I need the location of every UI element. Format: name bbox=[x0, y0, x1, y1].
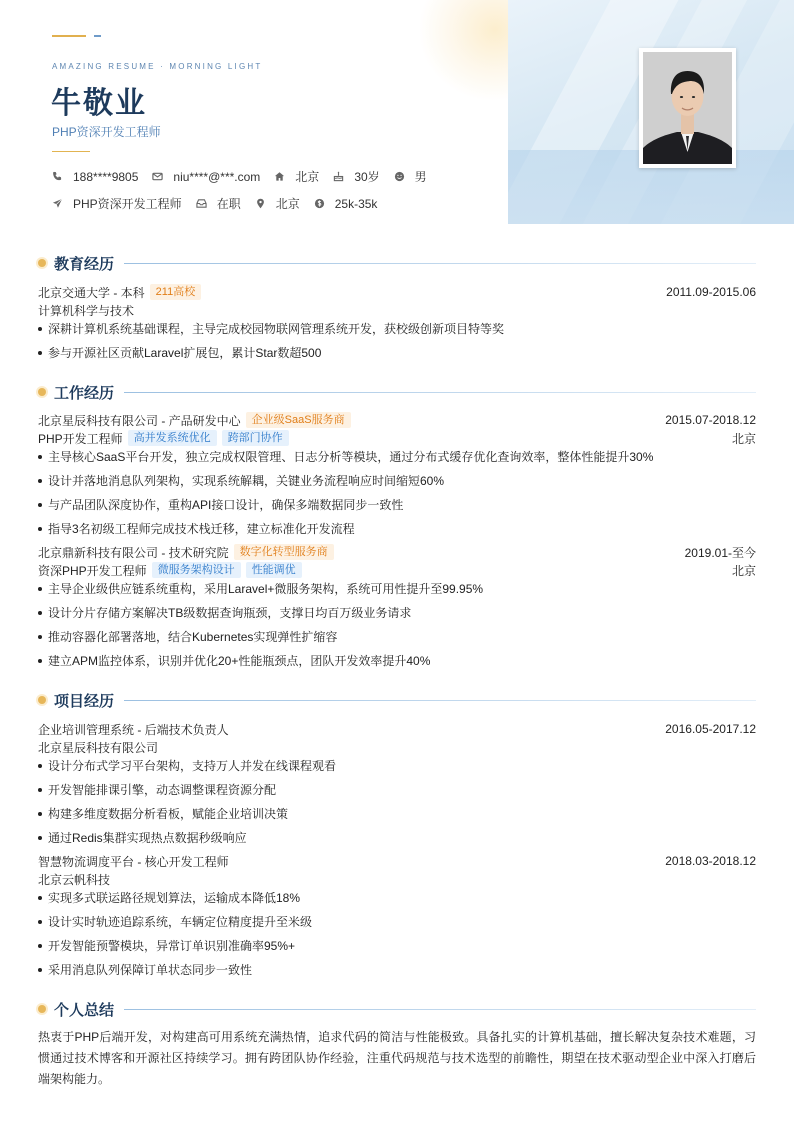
project-entry-header bbox=[38, 720, 756, 738]
info-age bbox=[333, 168, 379, 185]
info-email bbox=[152, 170, 260, 184]
project-name: 智慧物流调度平台 - 核心开发工程师 bbox=[38, 854, 229, 869]
section-divider bbox=[124, 263, 756, 264]
money-icon bbox=[314, 198, 325, 209]
project-company-row bbox=[38, 870, 756, 888]
list-item: 指导3名初级工程师完成技术栈迁移，建立标准化开发流程 bbox=[38, 520, 756, 537]
skill-tag: 跨部门协作 bbox=[222, 430, 289, 446]
company-tag: 企业级SaaS服务商 bbox=[246, 412, 351, 428]
salary-text: 25k-35k bbox=[334, 196, 378, 211]
project-entry-header bbox=[38, 852, 756, 870]
accent-line-blue bbox=[94, 35, 101, 37]
list-item: 设计实时轨迹追踪系统，车辆定位精度提升至米级 bbox=[38, 913, 756, 930]
education-major-row bbox=[38, 301, 756, 319]
company-name: 北京鼎新科技有限公司 - 技术研究院 bbox=[38, 545, 229, 560]
candidate-title: PHP资深开发工程师 bbox=[52, 125, 161, 139]
job-city: 北京 bbox=[731, 563, 756, 578]
person-silhouette-icon bbox=[643, 52, 732, 164]
job-intent-row bbox=[52, 195, 391, 212]
list-item: 主导核心SaaS平台开发，独立完成权限管理、日志分析等模块，通过分布式缓存优化查询效率，整体性能提升30% bbox=[38, 448, 756, 465]
job-entry-header bbox=[38, 411, 756, 429]
education-entry-header bbox=[38, 283, 756, 301]
info-status bbox=[196, 195, 241, 212]
list-item: 设计分片存储方案解决TB级数据查询瓶颈，支撑日均百万级业务请求 bbox=[38, 604, 756, 621]
list-item: 与产品团队深度协作，重构API接口设计，确保多端数据同步一致性 bbox=[38, 496, 756, 513]
info-residence bbox=[274, 168, 319, 185]
email-text: niu****@***.com bbox=[173, 169, 261, 184]
list-item: 参与开源社区贡献Laravel扩展包，累计Star数超500 bbox=[38, 344, 756, 361]
list-item: 构建多维度数据分析看板，赋能企业培训决策 bbox=[38, 805, 756, 822]
location-icon bbox=[255, 198, 266, 209]
company-tag: 数字化转型服务商 bbox=[234, 544, 334, 560]
info-phone bbox=[52, 170, 138, 184]
job-period: 2015.07-2018.12 bbox=[665, 413, 756, 427]
major-name: 计算机科学与技术 bbox=[38, 303, 135, 318]
info-target-role bbox=[52, 195, 182, 212]
profile-photo-frame bbox=[639, 48, 736, 168]
inbox-icon bbox=[196, 198, 207, 209]
company-name: 北京星辰科技有限公司 - 产品研发中心 bbox=[38, 413, 241, 428]
skill-tag: 高并发系统优化 bbox=[128, 430, 217, 446]
project-name: 企业培训管理系统 - 后端技术负责人 bbox=[38, 722, 229, 737]
title-divider bbox=[52, 151, 90, 152]
section-bullet-dot bbox=[38, 1005, 46, 1013]
education-period: 2011.09-2015.06 bbox=[666, 285, 756, 299]
residence-text: 北京 bbox=[295, 170, 320, 184]
list-item: 主导企业级供应链系统重构，采用Laravel+微服务架构，系统可用性提升至99.95% bbox=[38, 580, 756, 597]
job-city: 北京 bbox=[731, 431, 756, 446]
info-salary bbox=[314, 197, 378, 211]
section-divider bbox=[124, 700, 756, 701]
section-education-header bbox=[38, 253, 756, 273]
list-item: 深耕计算机系统基础课程，主导完成校园物联网管理系统开发，获校级创新项目特等奖 bbox=[38, 320, 756, 337]
age-text: 30岁 bbox=[354, 170, 380, 184]
section-summary-header bbox=[38, 999, 756, 1019]
list-item: 开发智能预警模块，异常订单识别准确率95%+ bbox=[38, 937, 756, 954]
phone-icon bbox=[52, 171, 63, 182]
summary-text: 热衷于PHP后端开发，对构建高可用系统充满热情，追求代码的简洁与性能极致。具备扎实的计算机基础，擅长解决复杂技术难题，习惯通过技术博客和开源社区持续学习。拥有跨团队协作经验，注重代码规范与技术选型的前瞻性，期望在技术驱动型企业中深入打磨后端架构能力。 bbox=[38, 1030, 756, 1086]
profile-photo bbox=[643, 52, 732, 164]
job-entry-header bbox=[38, 543, 756, 561]
school-name: 北京交通大学 - 本科 bbox=[38, 285, 145, 300]
project-company: 北京星辰科技有限公司 bbox=[38, 740, 159, 755]
target-city-text: 北京 bbox=[275, 197, 300, 211]
list-item: 建立APM监控体系，识别并优化20+性能瓶颈点，团队开发效率提升40% bbox=[38, 652, 756, 669]
section-title-work: 工作经历 bbox=[54, 384, 115, 402]
info-target-city bbox=[255, 195, 300, 212]
target-role-text: PHP资深开发工程师 bbox=[73, 197, 182, 211]
phone-text: 188****9805 bbox=[73, 169, 139, 184]
home-icon bbox=[274, 171, 285, 182]
list-item: 通过Redis集群实现热点数据秒级响应 bbox=[38, 829, 756, 846]
accent-line-gold bbox=[52, 35, 86, 37]
list-item: 采用消息队列保障订单状态同步一致性 bbox=[38, 961, 756, 978]
list-item: 开发智能排课引擎，动态调整课程资源分配 bbox=[38, 781, 756, 798]
job-role: 资深PHP开发工程师 bbox=[38, 563, 147, 578]
section-bullet-dot bbox=[38, 388, 46, 396]
job-period: 2019.01-至今 bbox=[684, 545, 756, 560]
resume-header bbox=[0, 0, 794, 224]
section-divider bbox=[124, 1009, 756, 1010]
list-item: 推动容器化部署落地，结合Kubernetes实现弹性扩缩容 bbox=[38, 628, 756, 645]
status-text: 在职 bbox=[216, 197, 241, 211]
send-icon bbox=[52, 198, 63, 209]
candidate-name: 牛敬业 bbox=[51, 87, 147, 120]
job-role: PHP开发工程师 bbox=[38, 431, 123, 446]
school-tag: 211高校 bbox=[150, 284, 202, 300]
info-gender bbox=[394, 168, 427, 185]
project-company: 北京云帆科技 bbox=[38, 872, 111, 887]
section-bullet-dot bbox=[38, 259, 46, 267]
cake-icon bbox=[333, 171, 344, 182]
skill-tag: 微服务架构设计 bbox=[152, 562, 241, 578]
section-bullet-dot bbox=[38, 696, 46, 704]
section-title-education: 教育经历 bbox=[54, 255, 115, 273]
project-period: 2018.03-2018.12 bbox=[665, 854, 756, 868]
resume-tagline: AMAZING RESUME · MORNING LIGHT bbox=[52, 62, 263, 71]
section-title-summary: 个人总结 bbox=[54, 1001, 115, 1019]
job-role-row bbox=[38, 561, 756, 579]
section-divider bbox=[124, 392, 756, 393]
mail-icon bbox=[152, 171, 163, 182]
section-projects-header bbox=[38, 690, 756, 710]
list-item: 设计分布式学习平台架构，支持万人并发在线课程观看 bbox=[38, 757, 756, 774]
project-company-row bbox=[38, 738, 756, 756]
smile-icon bbox=[394, 171, 405, 182]
skill-tag: 性能调优 bbox=[246, 562, 302, 578]
job-role-row bbox=[38, 429, 756, 447]
list-item: 实现多式联运路径规划算法，运输成本降低18% bbox=[38, 889, 756, 906]
list-item: 设计并落地消息队列架构，实现系统解耦，关键业务流程响应时间缩短60% bbox=[38, 472, 756, 489]
contact-row bbox=[52, 168, 441, 185]
section-work-header bbox=[38, 382, 756, 402]
project-period: 2016.05-2017.12 bbox=[665, 722, 756, 736]
gender-text: 男 bbox=[414, 170, 427, 184]
section-title-projects: 项目经历 bbox=[54, 692, 115, 710]
